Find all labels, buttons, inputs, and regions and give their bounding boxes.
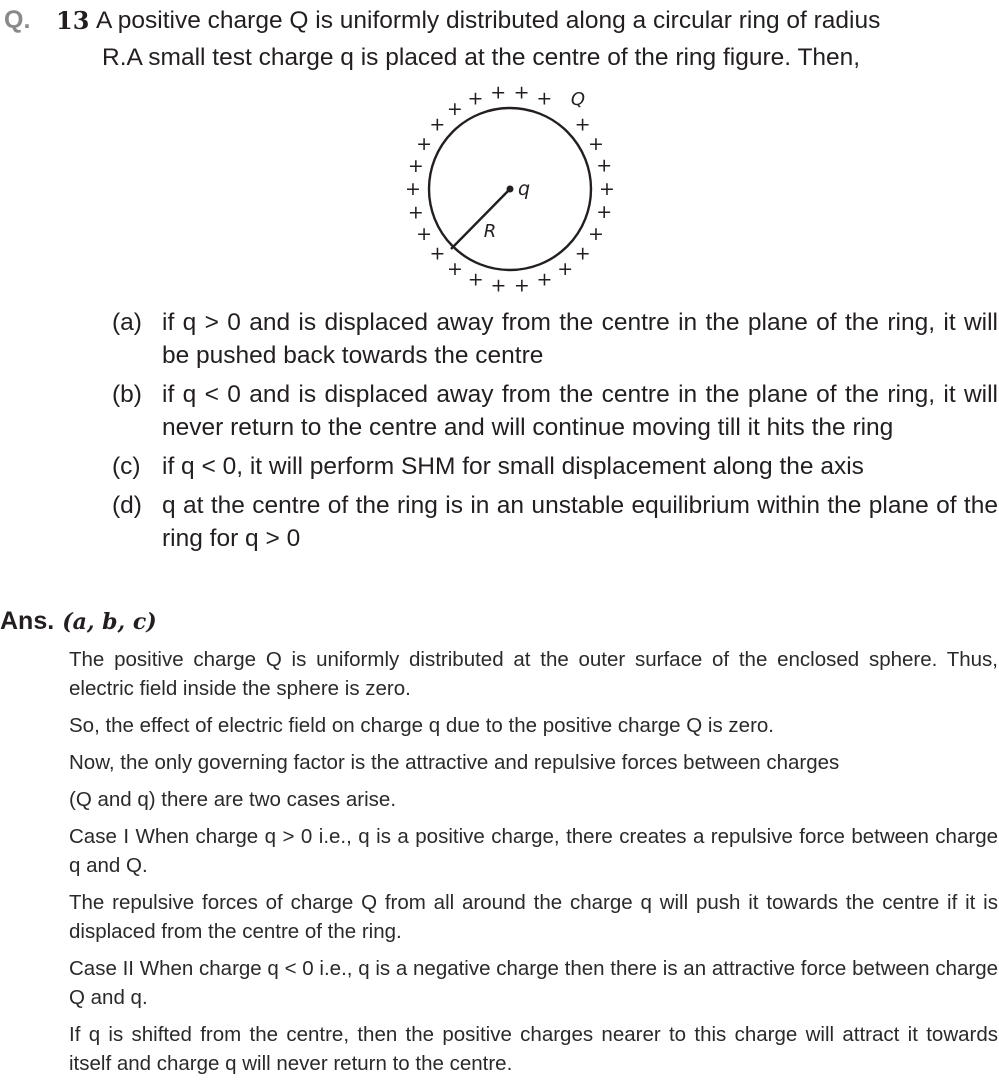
plus-sign: + bbox=[416, 133, 433, 155]
radius-line bbox=[451, 189, 510, 249]
plus-sign: + bbox=[513, 83, 530, 104]
plus-sign: + bbox=[429, 113, 446, 136]
explanation-paragraph: (Q and q) there are two cases arise. bbox=[69, 788, 397, 811]
plus-sign: + bbox=[429, 242, 446, 265]
explanation-paragraph: Now, the only governing factor is the attractive and repulsive forces between charges bbox=[69, 751, 840, 774]
plus-sign: + bbox=[536, 268, 553, 291]
plus-sign: + bbox=[596, 201, 613, 224]
plus-sign: + bbox=[557, 257, 574, 280]
plus-sign: + bbox=[490, 83, 507, 104]
centre-charge-dot bbox=[507, 186, 514, 193]
option-label: (c) bbox=[112, 453, 141, 480]
option-d bbox=[112, 489, 998, 555]
answer-label: Ans. bbox=[0, 607, 55, 635]
question-badge: Q. bbox=[4, 6, 31, 34]
plus-sign: + bbox=[407, 154, 424, 177]
plus-sign: + bbox=[490, 274, 507, 295]
plus-sign: + bbox=[599, 177, 615, 200]
answer-value: (a, b, c) bbox=[62, 609, 157, 635]
option-text: if q < 0, it will perform SHM for small displacement along the axis bbox=[162, 453, 864, 480]
plus-sign: + bbox=[596, 154, 613, 177]
answer-line bbox=[0, 607, 157, 636]
plus-sign: + bbox=[407, 201, 424, 224]
plus-sign: + bbox=[405, 178, 421, 201]
radius-label: R bbox=[483, 221, 497, 242]
plus-sign: + bbox=[416, 223, 433, 246]
charged-ring-figure bbox=[400, 83, 620, 295]
question-line-1: A positive charge Q is uniformly distributed along a circular ring of radius bbox=[96, 7, 881, 34]
option-c bbox=[112, 450, 998, 483]
plus-sign: + bbox=[446, 98, 463, 121]
option-b bbox=[112, 378, 998, 444]
option-text: if q > 0 and is displaced away from the centre in the plane of the ring, it will be pushed back towards the centre bbox=[162, 309, 998, 369]
plus-sign: + bbox=[574, 242, 591, 265]
plus-sign: + bbox=[587, 132, 604, 155]
explanation-paragraph: Case II When charge q < 0 i.e., q is a negative charge then there is an attractive force between charge Q and q. bbox=[69, 957, 998, 1009]
plus-sign: + bbox=[574, 113, 591, 136]
question-text bbox=[96, 2, 996, 76]
option-label: (a) bbox=[112, 309, 142, 336]
option-text: if q < 0 and is displaced away from the centre in the plane of the ring, it will never return to the centre and will continue moving till it hits the ring bbox=[162, 381, 998, 441]
explanation-paragraph: If q is shifted from the centre, then the positive charges nearer to this charge will attract it towards itself and charge q will never return to the centre. bbox=[69, 1023, 998, 1075]
question-number: 13 bbox=[56, 6, 90, 35]
explanation bbox=[69, 645, 998, 1086]
option-label: (d) bbox=[112, 492, 142, 519]
plus-sign: + bbox=[536, 87, 553, 110]
plus-sign: + bbox=[467, 87, 484, 110]
explanation-paragraph: The positive charge Q is uniformly distributed at the outer surface of the enclosed sphere. Thus, electric field inside the sphere is zero. bbox=[69, 648, 998, 700]
outer-charge-label: Q bbox=[570, 89, 586, 110]
option-label: (b) bbox=[112, 381, 142, 408]
explanation-paragraph: The repulsive forces of charge Q from all around the charge q will push it towards the centre if it is displaced from the centre of the ring. bbox=[69, 891, 998, 943]
explanation-paragraph: So, the effect of electric field on charge q due to the positive charge Q is zero. bbox=[69, 714, 774, 737]
explanation-paragraph: Case I When charge q > 0 i.e., q is a positive charge, there creates a repulsive force between charge q and Q. bbox=[69, 825, 998, 877]
question-line-2: R.A small test charge q is placed at the centre of the ring figure. Then, bbox=[102, 44, 861, 71]
options-list bbox=[112, 306, 998, 561]
plus-sign: + bbox=[513, 274, 530, 295]
option-a bbox=[112, 306, 998, 372]
plus-sign: + bbox=[587, 223, 604, 245]
plus-sign: + bbox=[447, 257, 463, 280]
centre-charge-label: q bbox=[517, 178, 531, 200]
option-text: q at the centre of the ring is in an unstable equilibrium within the plane of the ring for q > 0 bbox=[162, 492, 998, 552]
plus-sign: + bbox=[467, 268, 484, 291]
